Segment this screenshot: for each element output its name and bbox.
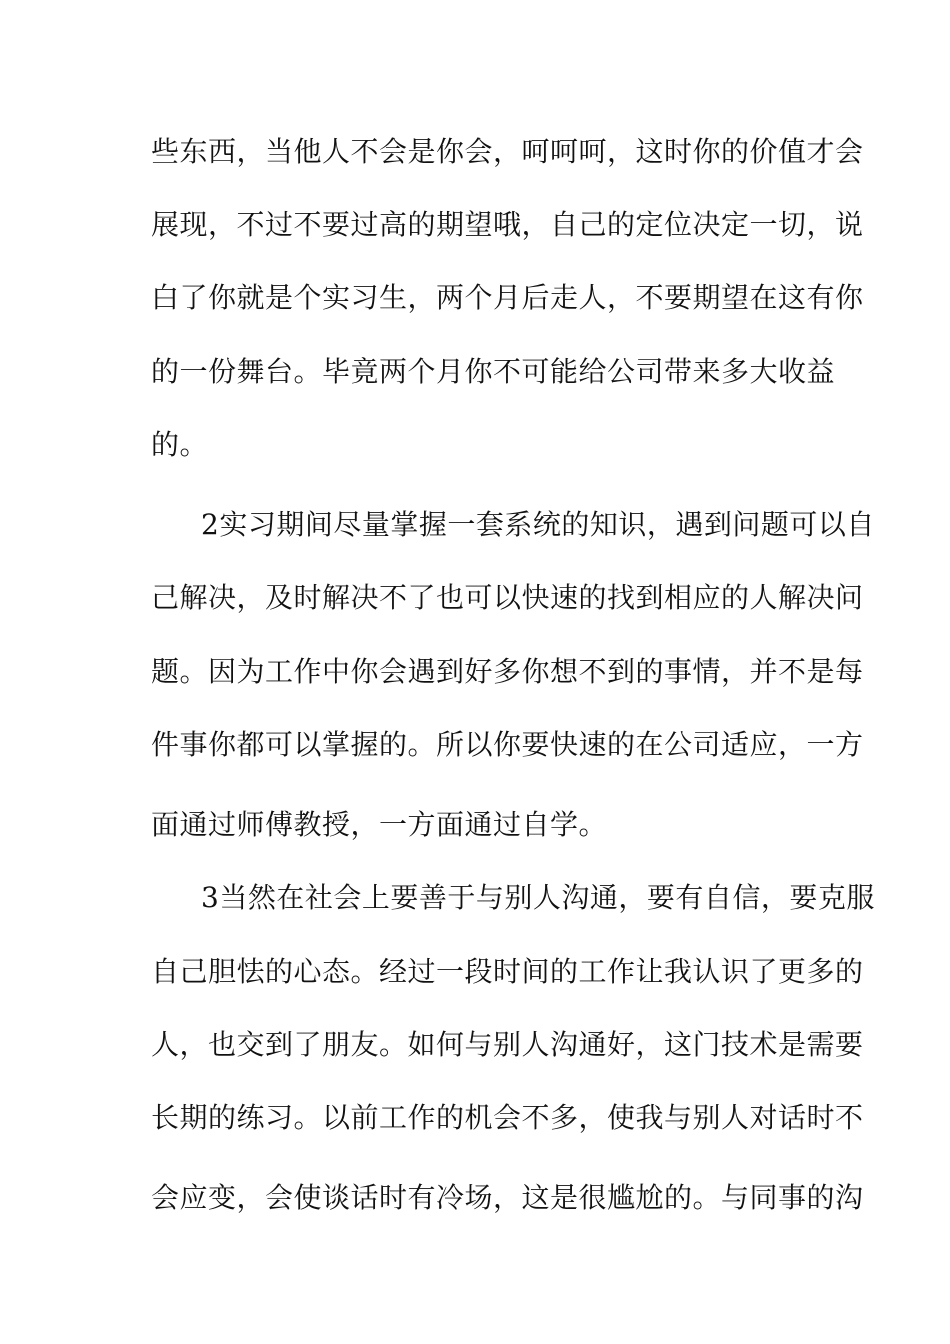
- text-line: 白了你就是个实习生，两个月后走人，不要期望在这有你: [151, 281, 864, 314]
- paragraph-2-first-line: 2实习期间尽量掌握一套系统的知识，遇到问题可以自: [201, 508, 875, 541]
- text-line: 题。因为工作中你会遇到好多你想不到的事情，并不是每: [151, 655, 864, 688]
- text-line: 的一份舞台。毕竟两个月你不可能给公司带来多大收益: [151, 355, 836, 388]
- text-line: 自己胆怯的心态。经过一段时间的工作让我认识了更多的: [151, 955, 864, 988]
- text-line: 件事你都可以掌握的。所以你要快速的在公司适应，一方: [151, 728, 864, 761]
- text-line: 会应变，会使谈话时有冷场，这是很尴尬的。与同事的沟: [151, 1181, 864, 1214]
- text-line: 的。: [151, 428, 209, 461]
- text-line: 面通过师傅教授，一方面通过自学。: [151, 808, 608, 841]
- text-line: 人，也交到了朋友。如何与别人沟通好，这门技术是需要: [151, 1028, 864, 1061]
- text-line: 长期的练习。以前工作的机会不多，使我与别人对话时不: [151, 1101, 864, 1134]
- text-line: 些东西，当他人不会是你会，呵呵呵，这时你的价值才会: [151, 135, 864, 168]
- paragraph-3-first-line: 3当然在社会上要善于与别人沟通，要有自信，要克服: [201, 881, 875, 914]
- text-line: 展现，不过不要过高的期望哦，自己的定位决定一切，说: [151, 208, 864, 241]
- text-line: 己解决，及时解决不了也可以快速的找到相应的人解决问: [151, 581, 864, 614]
